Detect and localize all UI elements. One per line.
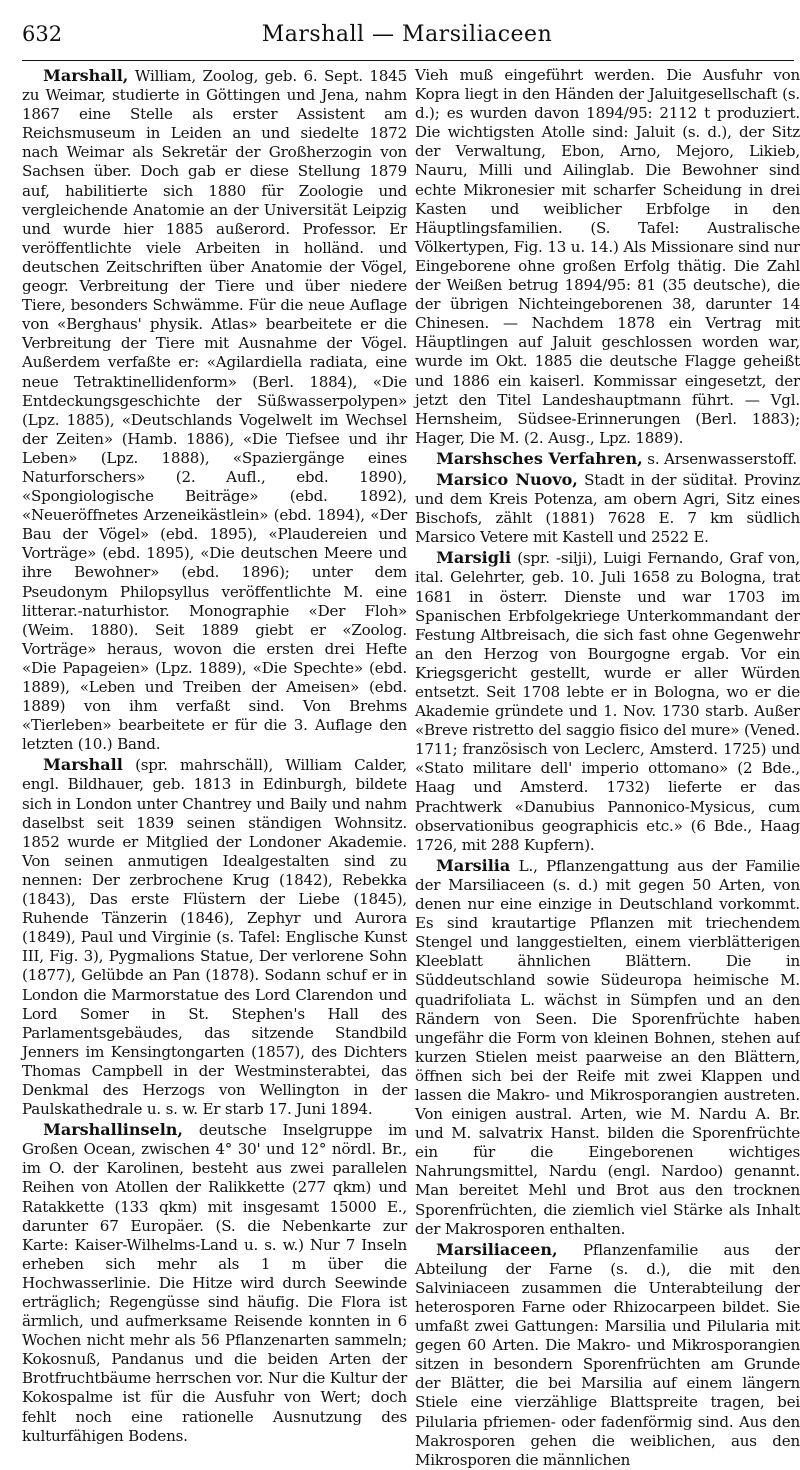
left-column [22, 66, 407, 1445]
entry-headword: Marshall, [43, 66, 129, 85]
entry-marshall-william [22, 66, 407, 754]
entry-text: Pflanzenfamilie aus der Abteilung der Farne (s. d.), die mit den Salviniaceen zusammen die Unterabteilung der heterosporen Farne oder Rhizocarpeen bildet. Sie umfaßt zwei Gattungen: Marsilia und Pilularia mit gegen 60 Arten. Die Makro- und Mikrosporangien sitzen in besondern Sporenfrüchten am Grunde der Blätter, die bei Marsilia auf einem längern Stiele eine vierzählige Blattspreite tragen, bei Pilularia pfriemen- oder fadenförmig sind. Aus den Makrosporen gehen die weiblichen, aus den Mikrosporen die männlichen [415, 1240, 800, 1469]
entry-text: s. Arsenwasserstoff. [647, 449, 798, 468]
page-header [22, 22, 792, 52]
entry-headword: Marshallinseln, [43, 1120, 183, 1140]
entry-marsigli [415, 548, 800, 855]
entry-headword: Marsilia [436, 855, 511, 875]
entry-text: deutsche Inselgruppe im Großen Ocean, zwischen 4° 30' und 12° nördl. Br., im O. der Karolinen, besteht aus zwei parallelen Reihen von Atollen der Ralikkette (277 qkm) und Ratakkette (133 qkm) mit insgesamt 15000 E., darunter 67 Europäer. (S. die Nebenkarte zur Karte: Kaiser-Wilhelms-Land u. s. w.) Nur 7 Inseln erheben sich mehr als 1 m über die Hochwasserlinie. Die Hitze wird durch Seewinde erträglich; Regengüsse sind häufig. Die Flora ist ärmlich, und aufmerksame Reisende konnten in 6 Wochen nicht mehr als 56 Pflanzenarten sammeln; Kokosnuß, Pandanus und die beiden Arten der Brotfruchtbäume herrschen vor. Nur die Kultur der Kokospalme ist für die Ausfuhr von Wert; doch fehlt noch eine rationelle Ausnutzung des kulturfähigen Bodens. [22, 1121, 407, 1445]
entry-marshallinseln [22, 1120, 407, 1446]
entry-headword: Marsiliaceen, [436, 1239, 558, 1259]
entry-text: (spr. mahrschäll), William Calder, engl. Bildhauer, geb. 1813 in Edinburgh, bildete sich in London unter Chantrey und Baily und nahm daselbst seit 1839 seinen ständigen Wohnsitz. 1852 wurde er Mitglied der Londoner Akademie. Von seinen anmutigen Idealgestalten sind zu nennen: Der zerbrochene Krug (1842), Rebekka (1843), Das erste Flüstern der Liebe (1845), Ruhende Tänzerin (1846), Zephyr und Aurora (1849), Paul und Virginie (s. Tafel: Englische Kunst III, Fig. 3), Pygmalions Statue, Der verlorene Sohn (1877), Gelübde an Pan (1878). Sodann schuf er in London die Marmorstatue des Lord Clarendon und Lord Somer in St. Stephen's Hall des Parlamentsgebäudes, das sitzende Standbild Jenners im Kensingtongarten (1857), des Dichters Thomas Campbell in der Westminsterabtei, das Denkmal des Herzogs von Wellington in der Paulskathedrale u. s. w. Er starb 17. Juni 1894. [22, 756, 407, 1119]
entry-marshall-calder [22, 755, 407, 1119]
entry-headword: Marshall [43, 755, 123, 775]
right-column [415, 66, 800, 1469]
entry-marsico-nuovo [415, 470, 800, 547]
header-rule [22, 60, 794, 61]
entry-text: Vieh muß eingeführt werden. Die Ausfuhr von Kopra liegt in den Händen der Jaluitgesellschaft (s. d.); es wurden davon 1894/95: 2112 t produziert. Die wichtigsten Atolle sind: Jaluit (s. d.), der Sitz der Verwaltung, Ebon, Arno, Mejoro, Likieb, Nauru, Milli und Ailinglab. Die Bewohner sind echte Mikronesier mit scharfer Scheidung in drei Kasten und weiblicher Erbfolge in den Häuptlingsfamilien. (S. Tafel: Australische Völkertypen, Fig. 13 u. 14.) Als Missionare sind nur Eingeborene ohne großen Erfolg thätig. Die Zahl der Weißen betrug 1894/95: 81 (35 deutsche), die der übrigen Nichteingeborenen 38, darunter 14 Chinesen. — Nachdem 1878 ein Vertrag mit Häuptlingen auf Jaluit geschlossen worden war, wurde im Okt. 1885 die deutsche Flagge geheißt und 1886 ein kaiserl. Kommissar eingesetzt, der jetzt den Titel Landeshauptmann führt. — Vgl. Hernsheim, Südsee-Erinnerungen (Berl. 1883); Hager, Die M. (2. Ausg., Lpz. 1889). [415, 66, 800, 447]
entry-marsilia [415, 856, 800, 1239]
entry-text: William, Zoolog, geb. 6. Sept. 1845 zu Weimar, studierte in Göttingen und Jena, nahm 1867 eine Stelle als erster Assistent am Reichsmuseum in Leiden an und siedelte 1872 nach Weimar als Sekretär der Großherzogin von Sachsen über. Doch gab er diese Stellung 1879 auf, habilitierte sich 1880 für Zoologie und vergleichende Anatomie an der Universität Leipzig und wurde hier 1885 außerord. Professor. Er veröffentlichte viele Arbeiten in holländ. und deutschen Zeitschriften über Anatomie der Vögel, geogr. Verbreitung der Tiere und über niedere Tiere, besonders Schwämme. Für die neue Auflage von «Berghaus' physik. Atlas» bearbeitete er die Verbreitung der Tiere mit Ausnahme der Vögel. Außerdem verfaßte er: «Agilardiella radiata, eine neue Tetraktinellidenform» (Berl. 1884), «Die Entdeckungsgeschichte der Süßwasserpolypen» (Lpz. 1885), «Deutschlands Vogelwelt im Wechsel der Zeiten» (Hamb. 1886), «Die Tiefsee und ihr Leben» (Lpz. 1888), «Spaziergänge eines Naturforschers» (2. Aufl., ebd. 1890), «Spongiologische Beiträge» (ebd. 1892), «Neueröffnetes Arzeneikästlein» (ebd. 1894), «Der Bau der Vögel» (ebd. 1895), «Plaudereien und Vorträge» (ebd. 1895), «Die deutschen Meere und ihre Bewohner» (ebd. 1896); unter dem Pseudonym Philopsyllus veröffentlichte M. eine litterar.-naturhistor. Monographie «Der Floh» (Weim. 1880). Seit 1889 giebt er «Zoolog. Vorträge» heraus, wovon die ersten drei Hefte «Die Papageien» (Lpz. 1889), «Die Spechte» (ebd. 1889), «Leben und Treiben der Ameisen» (ebd. 1889) von ihm verfaßt sind. Von Brehms «Tierleben» bearbeitete er für die 3. Auflage den letzten (10.) Band. [22, 67, 407, 754]
entry-headword: Marsico Nuovo, [436, 469, 578, 489]
entry-headword: Marshsches Verfahren, [436, 448, 643, 468]
running-title: Marshall — Marsiliaceen [261, 22, 553, 47]
entry-text: L., Pflanzengattung aus der Familie der Marsiliaceen (s. d.) mit gegen 50 Arten, von denen nur eine einzige in Deutschland vorkommt. Es sind krautartige Pflanzen mit triechendem Stengel und langgestielten, einem vierblätterigen Kleeblatt ähnlichen Blättern. Die in Süddeutschland sowie Südeuropa heimische M. quadrifoliata L. wächst in Sümpfen und an den Rändern von Seen. Die Sporenfrüchte haben ungefähr die Form von kleinen Bohnen, stehen auf kurzen Stielen meist paarweise an den Blättern, öffnen sich bei der Reife mit zwei Klappen und lassen die Makro- und Mikrosporangien austreten. Von einigen austral. Arten, wie M. Nardu A. Br. und M. salvatrix Hanst. bilden die Sporenfrüchte ein für die Eingeborenen wichtiges Nahrungsmittel, Nardu (engl. Nardoo) genannt. Man bereitet Mehl und Brot aus den trocknen Sporenfrüchten, die ziemlich viel Stärke als Inhalt der Makrosporen enthalten. [415, 856, 800, 1238]
entry-marshallinseln-continued [415, 66, 800, 448]
entry-marsiliaceen [415, 1240, 800, 1470]
entry-headword: Marsigli [436, 548, 512, 568]
entry-marshsches-verfahren [415, 449, 800, 469]
entry-text: Stadt in der süditał. Provinz und dem Kreis Potenza, am obern Agri, Sitz eines Bischofs, zählt (1881) 7628 E. 7 km südlich Marsico Vetere mit Kastell und 2522 E. [415, 470, 800, 547]
page-number: 632 [22, 22, 63, 46]
entry-text: (spr. -silji), Luigi Fernando, Graf von, ital. Gelehrter, geb. 10. Juli 1658 zu Bologna, trat 1681 in österr. Dienste und war 1703 im Spanischen Erbfolgekriege Unterkommandant der Festung Altbreisach, die sich fast ohne Gegenwehr an den Herzog von Bourgogne ergab. Vor ein Kriegsgericht gestellt, wurde er aller Würden entsetzt. Seit 1708 lebte er in Bologna, wo er die Akademie gründete und 1. Nov. 1730 starb. Außer «Breve ristretto del saggio fisico del mure» (Vened. 1711; französisch von Leclerc, Amsterd. 1725) und «Stato militare dell' imperio ottomano» (2 Bde., Haag und Amsterd. 1732) lieferte er das Prachtwerk «Danubius Pannonico-Mysicus, cum observationibus geographicis etc.» (6 Bde., Haag 1726, mit 288 Kupfern). [415, 549, 800, 854]
